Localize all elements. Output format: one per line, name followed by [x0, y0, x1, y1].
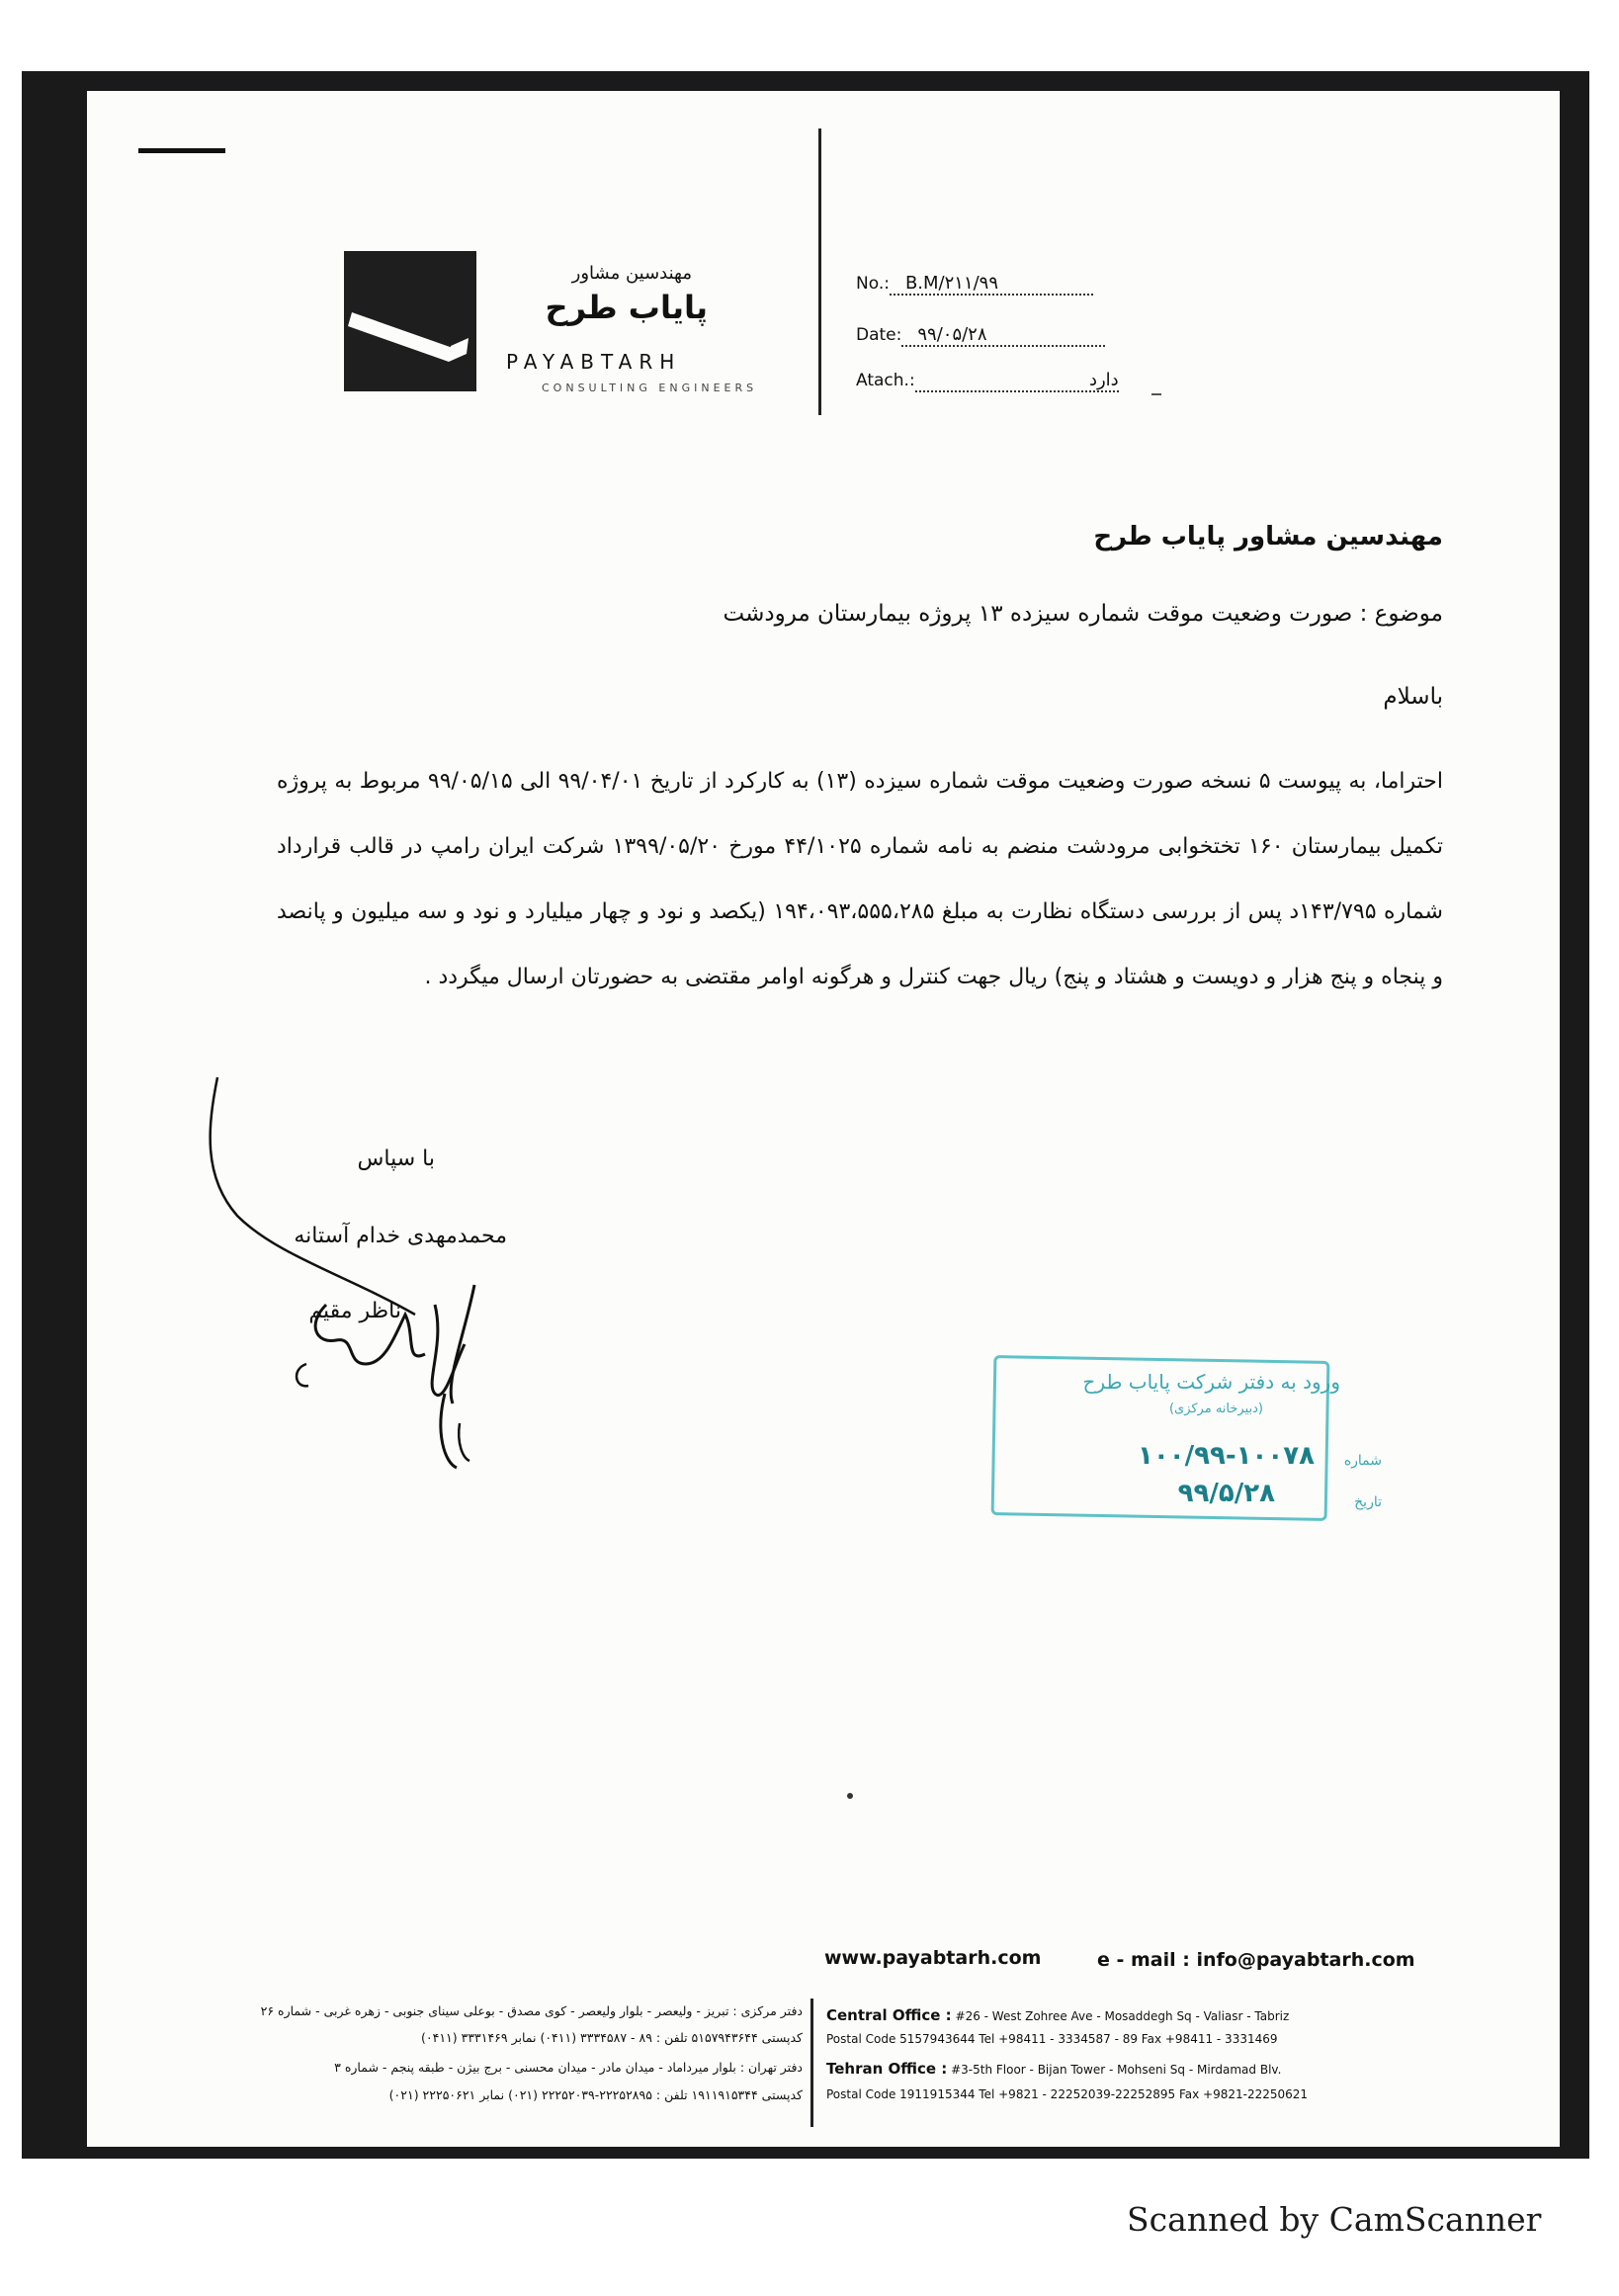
stamp-date-label: تاریخ — [1354, 1494, 1382, 1510]
letter-subject: موضوع : صورت وضعیت موقت شماره سیزده ۱۳ پروژه بیمارستان مرودشت — [723, 601, 1443, 627]
letter-body: احتراما، به پیوست ۵ نسخه صورت وضعیت موقت شماره سیزده (۱۳) به کارکرد از تاریخ ۹۹/۰۴/۰۱ الی ۹۹/۰۵/۱۵ مربوط به پروژه تکمیل بیمارستان ۱۶۰ تختخوابی مرودشت منضم به نامه شماره ۴۴/۱۰۲۵ مورخ ۱۳۹۹/۰۵/۲۰ شرکت ایران رامپ در قالب قرارداد شماره ۱۴۳/۷۹۵د پس از بررسی دستگاه نظارت به مبلغ ۱۹۴،۰۹۳،۵۵۵،۲۸۵ (یکصد و نود و چهار میلیارد و نود و سه میلیون و پانصد و پنجاه و پنج هزار و دویست و هشتاد و پنج) ریال جهت کنترل و هرگونه اوامر مقتضی به حضورتان ارسال میگردد . — [277, 769, 1444, 989]
reference-date-label: Date: — [856, 325, 902, 345]
footer-persian-address-4: کدپستی ۱۹۱۱۹۱۵۳۴۴ تلفن : ۲۲۲۵۲۸۹۵-۲۲۲۵۲۰۳۹ (۰۲۱) نمابر ۲۲۲۵۰۶۲۱ (۰۲۱) — [388, 2087, 803, 2102]
reference-date-row — [856, 324, 1105, 347]
logo-english-name: PAYABTARH — [506, 350, 682, 374]
tehran-office-label: Tehran Office : — [826, 2060, 948, 2078]
header-divider — [818, 128, 821, 415]
stamp-title: ورود به دفتر شرکت پایاب طرح — [1082, 1370, 1340, 1394]
scan-speck — [847, 1793, 853, 1799]
footer-email: e - mail : info@payabtarh.com — [1097, 1949, 1415, 1971]
footer-persian-address-2: کدپستی ۵۱۵۷۹۴۳۶۴۴ تلفن : ۸۹ - ۳۳۳۴۵۸۷ (۰۴۱۱) نمابر ۳۳۳۱۴۶۹ (۰۴۱۱) — [421, 2030, 803, 2045]
footer-website: www.payabtarh.com — [824, 1947, 1042, 1969]
footer-english-address-3 — [826, 2060, 1281, 2078]
company-logo-text — [500, 259, 777, 397]
letter-recipient: مهندسین مشاور پایاب طرح — [1093, 522, 1443, 552]
footer-divider — [810, 1998, 813, 2127]
footer-persian-address-3: دفتر تهران : بلوار میرداماد - میدان مادر - میدان محسنی - برج بیژن - طبقه پنجم - شماره ۳ — [334, 2060, 803, 2075]
stamp-date-value: ۹۹/۵/۲۸ — [1177, 1479, 1275, 1508]
corner-mark — [138, 148, 225, 153]
signer-title: ناظر مقیم — [308, 1299, 401, 1323]
reference-date-value: ۹۹/۰۵/۲۸ — [901, 324, 1105, 347]
signer-name: محمدمهدی خدام آستانه — [294, 1224, 507, 1248]
payabtarh-logo-icon — [344, 251, 476, 391]
reference-attachment-value: دارد — [915, 370, 1119, 392]
reference-mark — [1151, 393, 1161, 395]
footer-english-address-1 — [826, 2006, 1289, 2024]
reference-attachment-label: Atach.: — [856, 371, 915, 390]
reference-number-row — [856, 273, 1093, 296]
stamp-subtitle: (دبیرخانه مرکزی) — [1168, 1402, 1263, 1416]
handwritten-signature — [198, 1067, 534, 1483]
stamp-registration-label: شماره — [1343, 1453, 1382, 1469]
footer-persian-address-1: دفتر مرکزی : تبریز - ولیعصر - بلوار ولیعصر - کوی مصدق - بوعلی سینای جنوبی - زهره غربی - شماره ۲۶ — [260, 2003, 803, 2018]
footer-english-address-2: Postal Code 5157943644 Tel +98411 - 3334587 - 89 Fax +98411 - 3331469 — [826, 2032, 1278, 2046]
reference-number-value: B.M/۲۱۱/۹۹ — [890, 273, 1093, 296]
logo-persian-name: پایاب طرح — [545, 289, 708, 326]
central-office-label: Central Office : — [826, 2006, 952, 2024]
stamp-registration-value: ۱۰۰/۹۹-۱۰۰۷۸ — [1138, 1441, 1315, 1471]
reference-attachment-row — [856, 370, 1119, 392]
footer-english-address-4: Postal Code 1911915344 Tel +9821 - 22252039-22252895 Fax +9821-22250621 — [826, 2087, 1309, 2101]
letter-closing: با سپاس — [357, 1147, 435, 1171]
camscanner-watermark: Scanned by CamScanner — [1127, 2200, 1542, 2239]
central-office-address: #26 - West Zohree Ave - Mosaddegh Sq - Valiasr - Tabriz — [955, 2009, 1290, 2023]
reference-number-label: No.: — [856, 274, 890, 294]
logo-persian-subtitle: مهندسین مشاور — [571, 263, 692, 284]
letter-salutation: باسلام — [1383, 684, 1443, 710]
receipt-stamp — [992, 1358, 1382, 1516]
tehran-office-address: #3-5th Floor - Bijan Tower - Mohseni Sq - Mirdamad Blv. — [951, 2063, 1282, 2077]
logo-english-subtitle: CONSULTING ENGINEERS — [542, 382, 758, 394]
